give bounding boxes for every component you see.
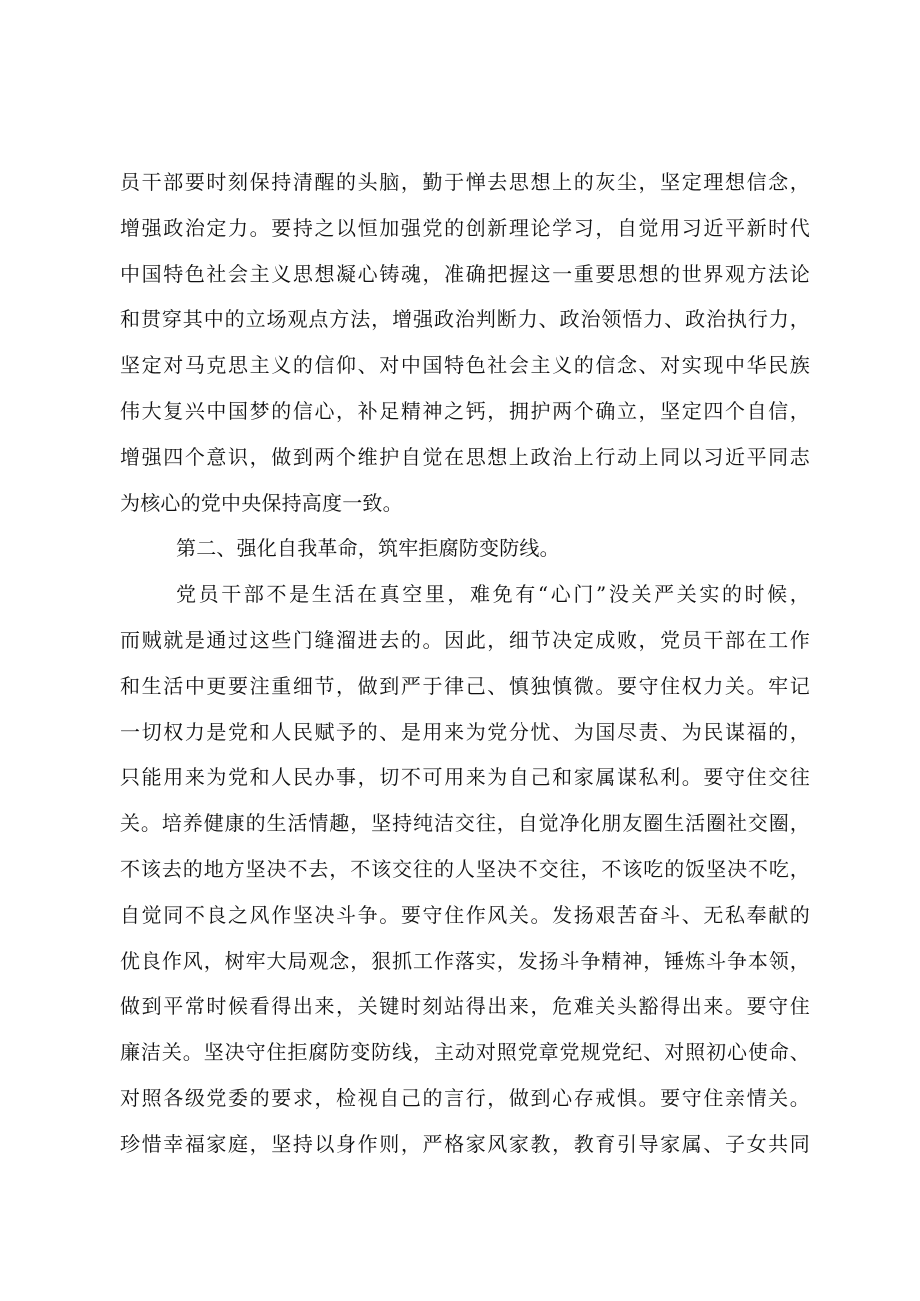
text-line: 为核心的党中央保持高度一致。 — [120, 490, 403, 515]
text-line: 优良作风，树牢大局观念，狠抓工作落实，发扬斗争精神，锤炼斗争本领， — [120, 948, 810, 973]
text-line: 一切权力是党和人民赋予的、是用来为党分忧、为国尽责、为民谋福的， — [120, 719, 810, 744]
text-line: 员干部要时刻保持清醒的头脑，勤于惮去思想上的灰尘，坚定理想信念， — [120, 170, 810, 194]
text-line: 廉洁关。坚决守住拒腐防变防线，主动对照党章党规党纪、对照初心使命、 — [120, 1040, 810, 1065]
text-line: 而贼就是通过这些门缝溜进去的。因此，细节决定成败，党员干部在工作 — [120, 627, 810, 652]
text-line: 和贯穿其中的立场观点方法，增强政治判断力、政治领悟力、政治执行力， — [120, 307, 810, 332]
text-line: 对照各级党委的要求，检视自己的言行，做到心存戒惧。要守住亲情关。 — [120, 1085, 810, 1110]
text-line: 伟大复兴中国梦的信心，补足精神之钙，拥护两个确立，坚定四个自信， — [120, 398, 810, 423]
text-line: 只能用来为党和人民办事，切不可用来为自己和家属谋私利。要守住交往 — [120, 765, 810, 790]
text-line: 党员干部不是生活在真空里，难免有“心门”没关严关实的时候， — [176, 582, 810, 607]
text-line: 关。培养健康的生活情趣，坚持纯洁交往，自觉净化朋友圈生活圈社交圈， — [120, 811, 810, 836]
text-line: 不该去的地方坚决不去，不该交往的人坚决不交往，不该吃的饭坚决不吃， — [120, 856, 810, 881]
text-line: 坚定对马克思主义的信仰、对中国特色社会主义的信念、对实现中华民族 — [120, 353, 810, 378]
text-line: 中国特色社会主义思想凝心铸魂，准确把握这一重要思想的世界观方法论 — [120, 261, 810, 286]
text-line: 增强政治定力。要持之以恒加强党的创新理论学习，自觉用习近平新时代 — [120, 215, 810, 240]
text-line: 和生活中更要注重细节，做到严于律己、慎独慎微。要守住权力关。牢记 — [120, 673, 810, 698]
text-line: 增强四个意识，做到两个维护自觉在思想上政治上行动上同以习近平同志 — [120, 444, 810, 469]
document-body — [120, 160, 810, 1168]
text-line: 做到平常时候看得出来，关键时刻站得出来，危难关头豁得出来。要守住 — [120, 994, 810, 1019]
text-line: 自觉同不良之风作坚决斗争。要守住作风关。发扬艰苦奋斗、无私奉献的 — [120, 902, 810, 927]
text-line: 珍惜幸福家庭，坚持以身作则，严格家风家教，教育引导家属、子女共同 — [120, 1131, 810, 1156]
section-heading: 第二、强化自我革命，筑牢拒腐防变防线。 — [176, 536, 560, 561]
